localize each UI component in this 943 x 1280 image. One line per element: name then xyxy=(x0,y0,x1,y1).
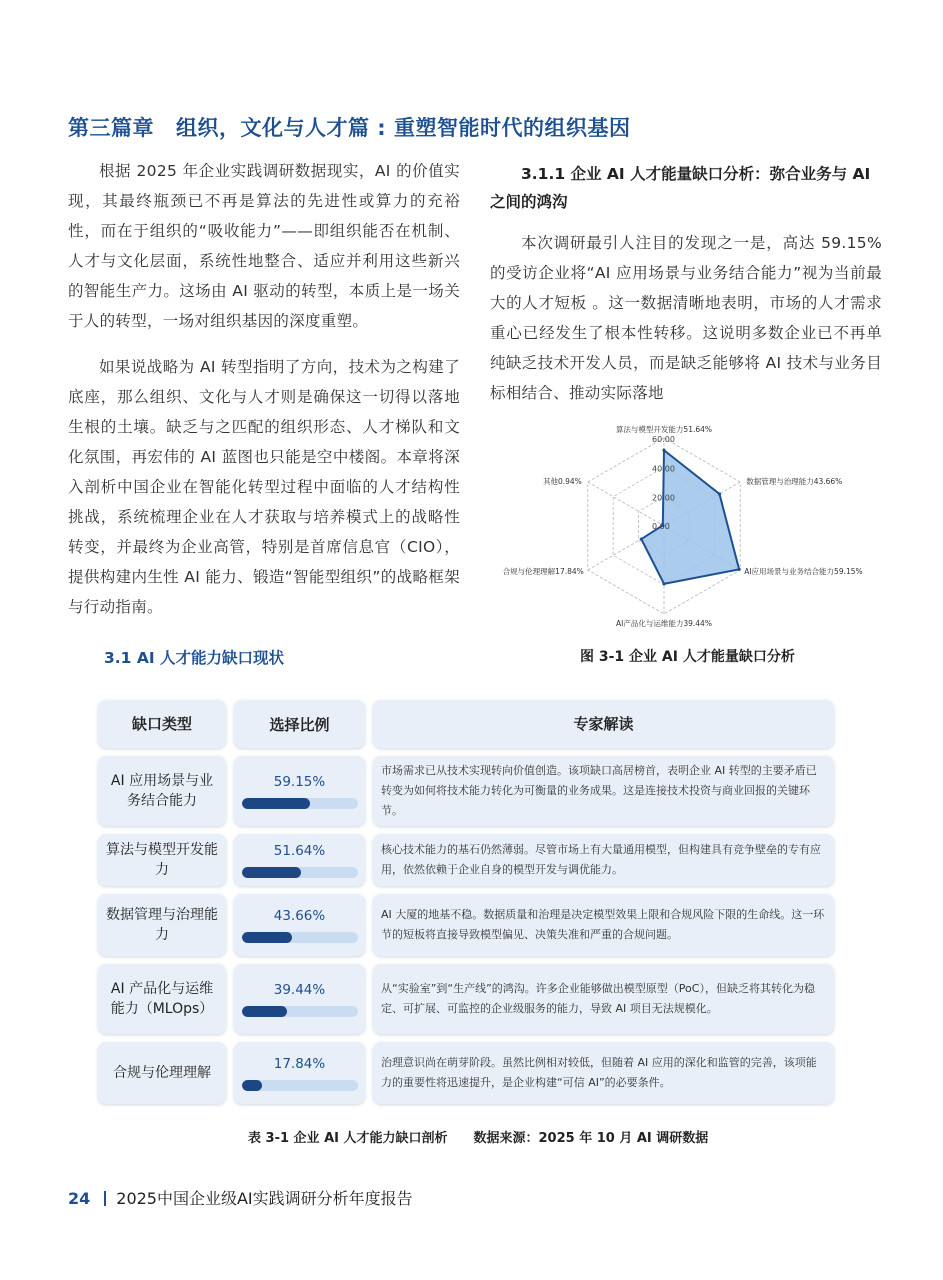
radar-data-point xyxy=(662,582,665,585)
percent-bar-fill xyxy=(242,932,293,943)
percent-bar-fill xyxy=(242,798,311,809)
left-column xyxy=(68,156,460,622)
table-source: 数据来源：2025 年 10 月 AI 调研数据 xyxy=(473,1131,709,1146)
percent-bar-track xyxy=(242,1006,358,1017)
radar-spoke xyxy=(588,482,664,526)
table-row xyxy=(98,834,834,886)
percent-bar-fill xyxy=(242,1080,263,1091)
radar-tick-label: 20.00 xyxy=(652,493,675,503)
table-caption-title: 表 3-1 企业 AI 人才能力缺口剖析 xyxy=(248,1131,448,1146)
gap-type-cell: 数据管理与治理能力 xyxy=(98,894,226,956)
radar-data-point xyxy=(718,492,721,495)
header-gap-type: 缺口类型 xyxy=(98,700,226,748)
gap-type-cell: AI 应用场景与业务结合能力 xyxy=(98,756,226,826)
page-number: 24 xyxy=(68,1189,91,1208)
percent-bar-fill xyxy=(242,867,302,878)
header-percent: 选择比例 xyxy=(234,700,365,748)
table-body xyxy=(98,756,834,1104)
section-heading: 3.1 AI 人才能力缺口现状 xyxy=(104,649,285,667)
percent-value: 17.84% xyxy=(273,1055,326,1072)
percent-cell xyxy=(234,894,365,956)
radar-axis-label: 其他0.94% xyxy=(542,477,582,486)
chapter-label: 第三篇章 xyxy=(68,116,154,140)
intro-paragraph-1: 根据 2025 年企业实践调研数据现实，AI 的价值实现，其最终瓶颈已不再是算法的先进性或算力的充裕性，而在于组织的“吸收能力”——即组织能否在机制、人才与文化层面，系统性地整合、适应并利用这些新兴的智能生产力。这场由 AI 驱动的转型，本质上是一场关于人的转型，一场对组织基因的深度重塑。 xyxy=(68,162,460,330)
table-caption xyxy=(248,1127,708,1146)
radar-data-point xyxy=(640,537,643,540)
radar-chart xyxy=(494,410,894,642)
radar-axis-label: AI产品化与运维能力39.44% xyxy=(616,619,712,628)
interpretation-cell: 从“实验室”到“生产线”的鸿沟。许多企业能够做出模型原型（PoC），但缺乏将其转化为稳定、可扩展、可监控的企业级服务的能力，导致 AI 项目无法规模化。 xyxy=(373,964,834,1034)
table-row xyxy=(98,1042,834,1104)
percent-cell xyxy=(234,756,365,826)
percent-bar-track xyxy=(242,932,358,943)
radar-tick-label: 0.00 xyxy=(652,522,670,531)
percent-bar-fill xyxy=(242,1006,288,1017)
gap-type-cell: AI 产品化与运维能力（MLOps） xyxy=(98,964,226,1034)
table-row xyxy=(98,894,834,956)
page-footer xyxy=(68,1186,413,1209)
radar-axis-label: 算法与模型开发能力51.64% xyxy=(615,425,713,434)
percent-cell xyxy=(234,834,365,886)
interpretation-cell: AI 大厦的地基不稳。数据质量和治理是决定模型效果上限和合规风险下限的生命线。这一环节的短板将直接导致模型偏见、决策失准和严重的合规问题。 xyxy=(373,894,834,956)
chapter-name: 组织，文化与人才篇 : 重塑智能时代的组织基因 xyxy=(176,116,631,140)
radar-chart-svg xyxy=(494,410,894,642)
percent-bar-track xyxy=(242,867,358,878)
gap-type-cell: 合规与伦理理解 xyxy=(98,1042,226,1104)
percent-cell xyxy=(234,1042,365,1104)
percent-value: 43.66% xyxy=(273,907,326,924)
report-title: 2025中国企业级AI实践调研分析年度报告 xyxy=(116,1189,413,1208)
percent-value: 39.44% xyxy=(273,981,326,998)
percent-value: 59.15% xyxy=(273,773,326,790)
radar-data-point xyxy=(738,568,741,571)
percent-bar-track xyxy=(242,798,358,809)
table-row xyxy=(98,756,834,826)
percent-cell xyxy=(234,964,365,1034)
interpretation-cell: 市场需求已从技术实现转向价值创造。该项缺口高居榜首，表明企业 AI 转型的主要矛盾已转变为如何将技术能力转化为可衡量的业务成果。这是连接技术投资与商业回报的关键环节。 xyxy=(373,756,834,826)
right-column xyxy=(490,160,882,408)
interpretation-cell: 治理意识尚在萌芽阶段。虽然比例相对较低，但随着 AI 应用的深化和监管的完善，该项能力的重要性将迅速提升，是企业构建“可信 AI”的必要条件。 xyxy=(373,1042,834,1104)
radar-axis-label: 合规与伦理理解17.84% xyxy=(502,567,584,576)
gap-type-cell: 算法与模型开发能力 xyxy=(98,834,226,886)
table-header-row xyxy=(98,700,834,748)
radar-tick-label: 40.00 xyxy=(652,464,675,474)
chapter-title xyxy=(68,112,888,142)
radar-axis-label: AI应用场景与业务结合能力59.15% xyxy=(744,567,863,576)
subsection-paragraph: 本次调研最引人注目的发现之一是，高达 59.15% 的受访企业将“AI 应用场景与业务结合能力”视为当前最大的人才短板 。这一数据清晰地表明，市场的人才需求重心已经发生了根本性转移。这说明多数企业已不再单纯缺乏技术开发人员，而是缺乏能够将 AI 技术与业务目标相结合、推动实际落地 xyxy=(490,234,882,402)
percent-value: 51.64% xyxy=(273,842,326,859)
percent-bar-track xyxy=(242,1080,358,1091)
figure-caption: 图 3-1 企业 AI 人才能量缺口分析 xyxy=(580,649,795,665)
radar-tick-label: 60.00 xyxy=(652,435,675,444)
header-interpretation: 专家解读 xyxy=(373,700,834,748)
footer-divider xyxy=(104,1191,106,1206)
intro-paragraph-2: 如果说战略为 AI 转型指明了方向，技术为之构建了底座，那么组织、文化与人才则是确保这一切得以落地生根的土壤。缺乏与之匹配的组织形态、人才梯队和文化氛围，再宏伟的 AI 蓝图也只能是空中楼阁。本章将深入剖析中国企业在智能化转型过程中面临的人才结构性挑战，系统梳理企业在人才获取与培养模式上的战略性转变，并最终为企业高管，特别是首席信息官（CIO），提供构建内生性 AI 能力、锻造“智能型组织”的战略框架与行动指南。 xyxy=(68,358,460,616)
interpretation-cell: 核心技术能力的基石仍然薄弱。尽管市场上有大量通用模型，但构建具有竞争壁垒的专有应用，依然依赖于企业自身的模型开发与调优能力。 xyxy=(373,834,834,886)
radar-axis-label: 数据管理与治理能力43.66% xyxy=(746,477,843,486)
subsection-heading: 3.1.1 企业 AI 人才能量缺口分析：弥合业务与 AI 之间的鸿沟 xyxy=(490,165,871,211)
radar-data-point xyxy=(662,449,665,452)
table-row xyxy=(98,964,834,1034)
gap-table xyxy=(98,700,834,1112)
